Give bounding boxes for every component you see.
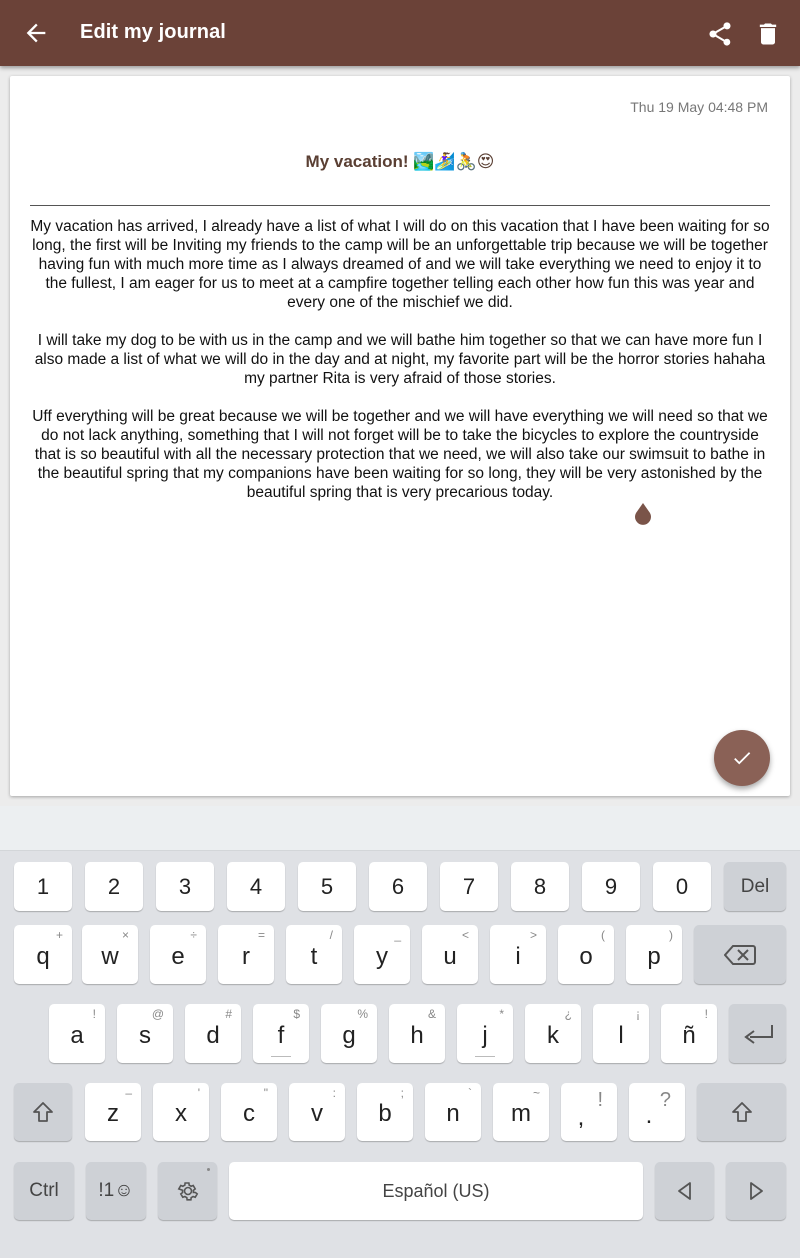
key-5[interactable]: 5 bbox=[298, 862, 356, 911]
key-period[interactable]: ? . bbox=[629, 1083, 685, 1141]
key-n-tilde[interactable]: ! ñ bbox=[661, 1004, 717, 1063]
arrow-left-icon[interactable] bbox=[22, 19, 50, 47]
key-l[interactable]: ¡ l bbox=[593, 1004, 649, 1063]
app-bar bbox=[0, 0, 800, 66]
key-x[interactable]: ' x bbox=[153, 1083, 209, 1141]
key-comma[interactable]: ! , bbox=[561, 1083, 617, 1141]
key-y[interactable]: _ y bbox=[354, 925, 410, 984]
key-7[interactable]: 7 bbox=[440, 862, 498, 911]
key-w[interactable]: × w bbox=[82, 925, 138, 984]
on-screen-keyboard bbox=[0, 851, 800, 1258]
key-8[interactable]: 8 bbox=[511, 862, 569, 911]
key-6[interactable]: 6 bbox=[369, 862, 427, 911]
paragraph-3: Uff everything will be great because we will be together and we will have everything we will need so that we do not lack anything, something that I will not forget will be to take the bicycles to explore the countryside that is so beautiful with all the necessary protection that we need, we will also take our swimsuit to bathe in the beautiful spring that my companions have been waiting for so long, they will be very astonished by the beautiful spring that is very precarious today. bbox=[32, 408, 768, 501]
paragraph-2: I will take my dog to be with us in the camp and we will bathe him together so that we can have more fun I also made a list of what we will do in the day and at night, my favorite part will be the horror stories hahaha my partner Rita is very afraid of those stories. bbox=[34, 332, 766, 387]
title-divider bbox=[30, 205, 770, 206]
enter-key[interactable] bbox=[729, 1004, 786, 1063]
key-k[interactable]: ¿ k bbox=[525, 1004, 581, 1063]
save-button[interactable] bbox=[714, 730, 770, 786]
shift-left-key[interactable] bbox=[14, 1083, 72, 1141]
space-bar[interactable]: Español (US) bbox=[229, 1162, 643, 1220]
key-i[interactable]: > i bbox=[490, 925, 546, 984]
suggestion-strip bbox=[0, 806, 800, 851]
backspace-key[interactable] bbox=[694, 925, 786, 984]
ctrl-key[interactable]: Ctrl bbox=[14, 1162, 74, 1220]
editor-area bbox=[0, 66, 800, 806]
key-4[interactable]: 4 bbox=[227, 862, 285, 911]
key-del[interactable]: Del bbox=[724, 862, 786, 911]
cursor-right-key[interactable] bbox=[726, 1162, 786, 1220]
key-z[interactable]: – z bbox=[85, 1083, 141, 1141]
key-m[interactable]: ~ m bbox=[493, 1083, 549, 1141]
paragraph-1: My vacation has arrived, I already have a list of what I will do on this vacation that I have been waiting for so long, the first will be Inviting my friends to the camp will be an unforgettable trip because we will be together having fun with much more time as I always dreamed of and we will take everything we need to enjoy it to the fullest, I am eager for us to meet at a campfire together telling each other how fun this was year and every one of the mischief we did. bbox=[30, 218, 770, 311]
backspace-icon bbox=[724, 944, 756, 966]
key-f[interactable]: $ f bbox=[253, 1004, 309, 1063]
shift-icon bbox=[31, 1100, 55, 1124]
key-r[interactable]: = r bbox=[218, 925, 274, 984]
key-d[interactable]: # d bbox=[185, 1004, 241, 1063]
key-b[interactable]: ; b bbox=[357, 1083, 413, 1141]
page-title: Edit my journal bbox=[80, 21, 226, 43]
check-icon bbox=[731, 747, 753, 769]
key-c[interactable]: " c bbox=[221, 1083, 277, 1141]
key-u[interactable]: < u bbox=[422, 925, 478, 984]
key-0[interactable]: 0 bbox=[653, 862, 711, 911]
key-o[interactable]: ( o bbox=[558, 925, 614, 984]
entry-date: Thu 19 May 04:48 PM bbox=[630, 99, 768, 115]
gear-icon bbox=[176, 1179, 200, 1203]
triangle-right-icon bbox=[747, 1181, 765, 1201]
key-n[interactable]: ` n bbox=[425, 1083, 481, 1141]
key-t[interactable]: / t bbox=[286, 925, 342, 984]
key-h[interactable]: & h bbox=[389, 1004, 445, 1063]
journal-card bbox=[10, 76, 790, 796]
key-9[interactable]: 9 bbox=[582, 862, 640, 911]
entry-title-input[interactable]: My vacation! 🏞️🏄‍♀️🚴😍 bbox=[305, 152, 495, 171]
cursor-left-key[interactable] bbox=[655, 1162, 714, 1220]
shift-right-key[interactable] bbox=[697, 1083, 786, 1141]
key-1[interactable]: 1 bbox=[14, 862, 72, 911]
triangle-left-icon bbox=[676, 1181, 694, 1201]
key-j[interactable]: * j bbox=[457, 1004, 513, 1063]
trash-icon[interactable] bbox=[754, 20, 782, 48]
symbols-key[interactable]: !1☺ bbox=[86, 1162, 146, 1220]
keyboard-settings-key[interactable] bbox=[158, 1162, 217, 1220]
key-2[interactable]: 2 bbox=[85, 862, 143, 911]
key-s[interactable]: @ s bbox=[117, 1004, 173, 1063]
key-v[interactable]: : v bbox=[289, 1083, 345, 1141]
enter-icon bbox=[741, 1022, 775, 1046]
share-icon[interactable] bbox=[706, 20, 734, 48]
key-g[interactable]: % g bbox=[321, 1004, 377, 1063]
text-cursor-handle[interactable] bbox=[633, 503, 653, 525]
key-p[interactable]: ) p bbox=[626, 925, 682, 984]
key-e[interactable]: ÷ e bbox=[150, 925, 206, 984]
key-q[interactable]: + q bbox=[14, 925, 72, 984]
entry-body-input[interactable] bbox=[28, 217, 772, 521]
key-3[interactable]: 3 bbox=[156, 862, 214, 911]
key-a[interactable]: ! a bbox=[49, 1004, 105, 1063]
shift-icon bbox=[730, 1100, 754, 1124]
